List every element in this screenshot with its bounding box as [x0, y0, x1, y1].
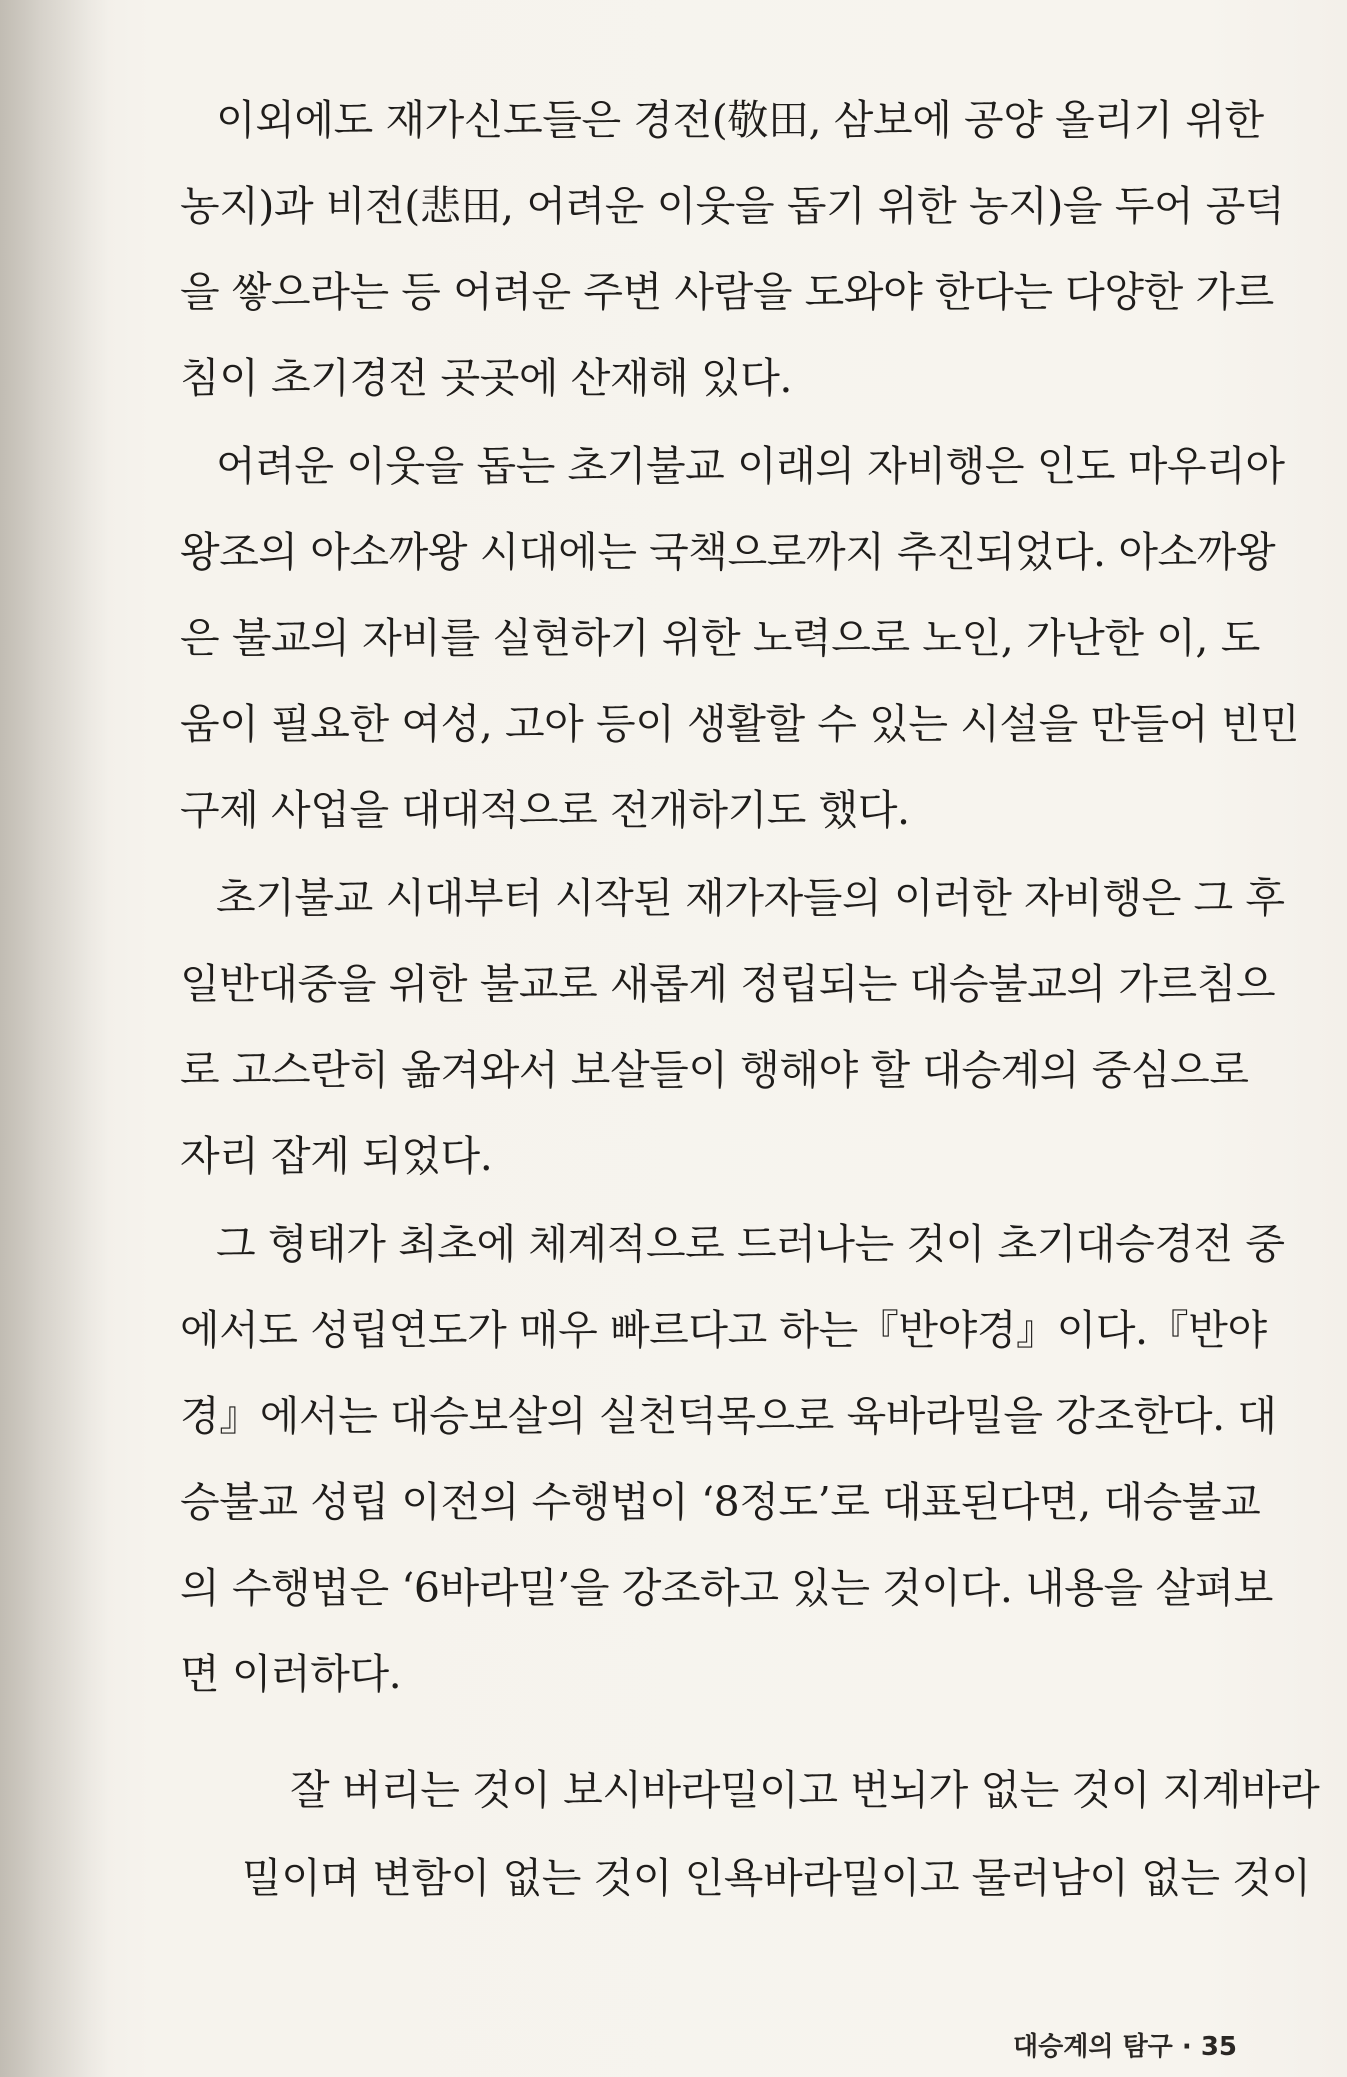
body-line-3: 을 쌓으라는 등 어려운 주변 사람을 도와야 한다는 다양한 가르: [180, 268, 1274, 316]
body-line-6: 왕조의 아소까왕 시대에는 국책으로까지 추진되었다. 아소까왕: [180, 528, 1276, 576]
quote-line-2: 밀이며 변함이 없는 것이 인욕바라밀이고 물러남이 없는 것이: [242, 1854, 1311, 1902]
body-line-15: 에서도 성립연도가 매우 빠르다고 하는『반야경』이다.『반야: [180, 1306, 1267, 1354]
body-line-14: 그 형태가 최초에 체계적으로 드러나는 것이 초기대승경전 중: [216, 1220, 1285, 1268]
body-line-1: 이외에도 재가신도들은 경전(敬田, 삼보에 공양 올리기 위한: [216, 96, 1264, 144]
body-line-11: 일반대중을 위한 불교로 새롭게 정립되는 대승불교의 가르침으: [180, 960, 1276, 1008]
body-line-8: 움이 필요한 여성, 고아 등이 생활할 수 있는 시설을 만들어 빈민: [180, 700, 1300, 748]
body-line-19: 면 이러하다.: [180, 1650, 402, 1698]
page-gutter-shadow: [0, 0, 110, 2077]
footer-separator: ·: [1181, 2032, 1192, 2062]
page-number: 35: [1200, 2032, 1237, 2062]
running-title: 대승계의 탐구: [1013, 2032, 1173, 2062]
body-line-2: 농지)과 비전(悲田, 어려운 이웃을 돕기 위한 농지)을 두어 공덕: [180, 182, 1285, 230]
quote-line-1: 잘 버리는 것이 보시바라밀이고 번뇌가 없는 것이 지계바라: [290, 1766, 1320, 1814]
body-line-18: 의 수행법은 ‘6바라밀’을 강조하고 있는 것이다. 내용을 살펴보: [180, 1564, 1273, 1612]
body-line-9: 구제 사업을 대대적으로 전개하기도 했다.: [180, 786, 910, 834]
body-line-10: 초기불교 시대부터 시작된 재가자들의 이러한 자비행은 그 후: [216, 874, 1285, 922]
page-footer: [1013, 2026, 1237, 2063]
body-line-16: 경』에서는 대승보살의 실천덕목으로 육바라밀을 강조한다. 대: [180, 1392, 1277, 1440]
body-line-13: 자리 잡게 되었다.: [180, 1132, 493, 1180]
body-line-7: 은 불교의 자비를 실현하기 위한 노력으로 노인, 가난한 이, 도: [180, 614, 1260, 662]
body-line-4: 침이 초기경전 곳곳에 산재해 있다.: [180, 354, 793, 402]
body-line-12: 로 고스란히 옮겨와서 보살들이 행해야 할 대승계의 중심으로: [180, 1046, 1249, 1094]
body-line-17: 승불교 성립 이전의 수행법이 ‘8정도’로 대표된다면, 대승불교: [180, 1478, 1261, 1526]
body-line-5: 어려운 이웃을 돕는 초기불교 이래의 자비행은 인도 마우리아: [216, 442, 1285, 490]
